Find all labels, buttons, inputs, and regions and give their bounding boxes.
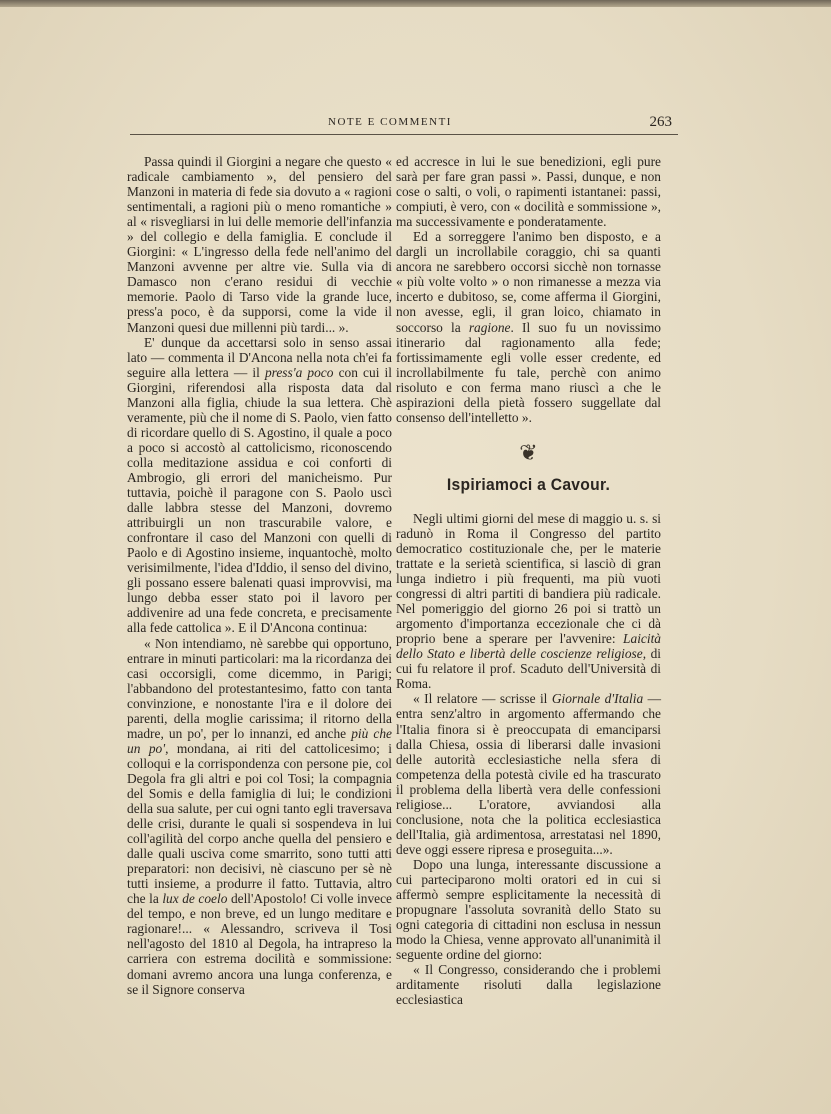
paragraph: « Il relatore — scrisse il Giornale d'Italia — entra senz'altro in argomento affermando che l'Italia finora si è preoccupata di emanciparsi dalla Chiesa, ossia di liberarsi dalle invasioni delle autorità ecclesiastiche nella sfera di competenza della potestà civile ed ha trascurato il problema della libertà vera delle confessioni religiose... L'oratore, avviandosi alla conclusione, nota che la politica ecclesiastica dell'Italia, già ardimentosa, arrestatasi nel 1890, deve oggi essere ripresa e proseguita...». bbox=[396, 691, 661, 857]
paragraph: Ed a sorreggere l'animo ben disposto, e a dargli un incrollabile coraggio, chi sa quanti ancora ne sarebbero occorsi sicchè non tornasse « più volte volto » o non rimanesse a mezza via incerto e dubitoso, se, come afferma il Giorgini, non avesse, egli, il gran loico, chiamato in soccorso la ragione. Il suo fu un novissimo itinerario dal ragionamento alla fede; fortissimamente egli volle esser credente, ed incrollabilmente fu tale, perchè con animo risoluto e con ferma mano riuscì a che le aspirazioni della pietà fossero suggellate dal consenso dell'intelletto ». bbox=[396, 229, 661, 425]
running-title: NOTE E COMMENTI bbox=[328, 116, 452, 128]
fleuron-ornament-icon: ❦ bbox=[519, 439, 538, 465]
paragraph: E' dunque da accettarsi solo in senso assai lato — commenta il D'Ancona nella nota ch'ei fa seguire alla lettera — il press'a poco con cui il Giorgini, riferendosi alla risposta data dal Manzoni alla figlia, chiude la sua lettera. Chè veramente, più che il nome di S. Paolo, vien fatto di ricordare quello di S. Agostino, il quale a poco a poco si accostò al cattolicismo, riconoscendo colla meditazione assidua e coi conforti di Ambrogio, gli errori del manicheismo. Pur tuttavia, poichè il paragone con S. Paolo uscì dalle labbra stesse del Manzoni, dovremo attribuirgli un non trascurabile valore, e confrontare il caso del Manzoni con quelli di Paolo e di Agostino insieme, inquantochè, molto verisimilmente, l'idea d'Iddio, il senso del divino, gli possano essere balenati quasi improvvisi, ma lungo debba esser stato poi il lavoro per addivenire ad una fede concreta, e precisamente alla fede cattolica ». E il D'Ancona continua: bbox=[127, 334, 392, 636]
italic-phrase: ragione bbox=[468, 319, 511, 335]
italic-phrase: lux de coelo bbox=[162, 891, 228, 907]
italic-phrase: Laicità dello Stato e libertà delle coscienze religiose bbox=[396, 631, 661, 662]
page-header bbox=[120, 114, 680, 134]
italic-phrase: più che un po' bbox=[127, 725, 393, 756]
italic-phrase: Giornale d'Italia bbox=[551, 691, 644, 707]
page-top-edge bbox=[0, 0, 831, 7]
right-column bbox=[396, 154, 661, 1007]
left-column bbox=[127, 154, 392, 997]
italic-phrase: press'a poco bbox=[264, 364, 334, 380]
paragraph: « Non intendiamo, nè sarebbe qui opportuno, entrare in minuti particolari: ma la ricordanza dei casi occorsigli, come dicemmo, in Parigi; l'abbandono del protestantesimo, fatto con tanta convinzione, e nonostante l'ira e il dolore dei parenti, della moglie carissima; il ritorno della madre, un po', per lo innanzi, ed anche più che un po', mondana, ai riti del cattolicesimo; i colloqui e la corrispondenza con persone pie, col Degola fra gli altri e poi col Tosi; la compagnia del Somis e della famiglia di lui; le condizioni della sua salute, per cui ogni tanto egli traversava delle crisi, durante le quali si sospendeva in lui coll'agilità del corpo anche quella del pensiero e dalle quali usciva come smarrito, sono tutti atti preparatori: non decisivi, nè ciascuno per sè nè tutti insieme, a produrre il fatto. Tuttavia, altro che la lux de coelo dell'Apostolo! Ci volle invece del tempo, e non breve, ed un lungo meditare e ragionare!... « Alessandro, scriveva il Tosi nell'agosto del 1810 al Degola, ha intrapreso la carriera con estrema docilità e sommissione: domani avremo ancora una lunga conferenza, e se il Signore conserva bbox=[127, 635, 393, 997]
paragraph: « Il Congresso, considerando che i problemi arditamente risoluti dalla legislazione ecclesiastica bbox=[396, 962, 661, 1008]
paragraph: Negli ultimi giorni del mese di maggio u. s. si radunò in Roma il Congresso del partito democratico costituzionale che, per le materie trattate e la serietà scientifica, si lasciò di gran lunga indietro i più frequenti, ma più vuoti congressi di altri partiti di bandiera più radicale. Nel pomeriggio del giorno 26 poi si trattò un argomento d'importanza eccezionale che ci dà proprio bene a sperare per l'avvenire: Laicità dello Stato e libertà delle coscienze religiose, di cui fu relatore il prof. Scaduto dell'Università di Roma. bbox=[396, 510, 661, 692]
paragraph: ed accresce in lui le sue benedizioni, egli pure sarà per fare gran passi ». Passi, dunque, e non cose o salti, o voli, o rapimenti istantanei: passi, compiuti, è vero, con « docilità e sommissione », ma successivamente e ponderatamente. bbox=[396, 154, 661, 230]
header-rule bbox=[130, 134, 678, 135]
paragraph: Dopo una lunga, interessante discussione a cui parteciparono molti oratori ed in cui si affermò sempre esplicitamente la necessità di propugnare l'assoluta sovranità dello Stato su ogni categoria di cittadini non esclusa in nessun modo la Chiesa, venne approvato all'unanimità il seguente ordine del giorno: bbox=[396, 856, 661, 963]
section-title: Ispiriamoci a Cavour. bbox=[446, 474, 611, 494]
paragraph: Passa quindi il Giorgini a negare che questo « radicale cambiamento », del pensiero del Manzoni in materia di fede sia dovuto a « ragioni sentimentali, a ragioni più o meno romantiche » al « risvegliarsi in lui delle memorie dell'infanzia » del collegio e della famiglia. E conclude il Giorgini: « L'ingresso della fede nell'animo del Manzoni avvenne per altre vie. Sulla via di Damasco non c'erano residui di vecchie memorie. Paolo di Tarso vide la grande luce, press'a poco, è da supporsi, come la vide il Manzoni quesi due millenni più tardi... ». bbox=[127, 154, 392, 335]
page-number: 263 bbox=[649, 114, 672, 130]
